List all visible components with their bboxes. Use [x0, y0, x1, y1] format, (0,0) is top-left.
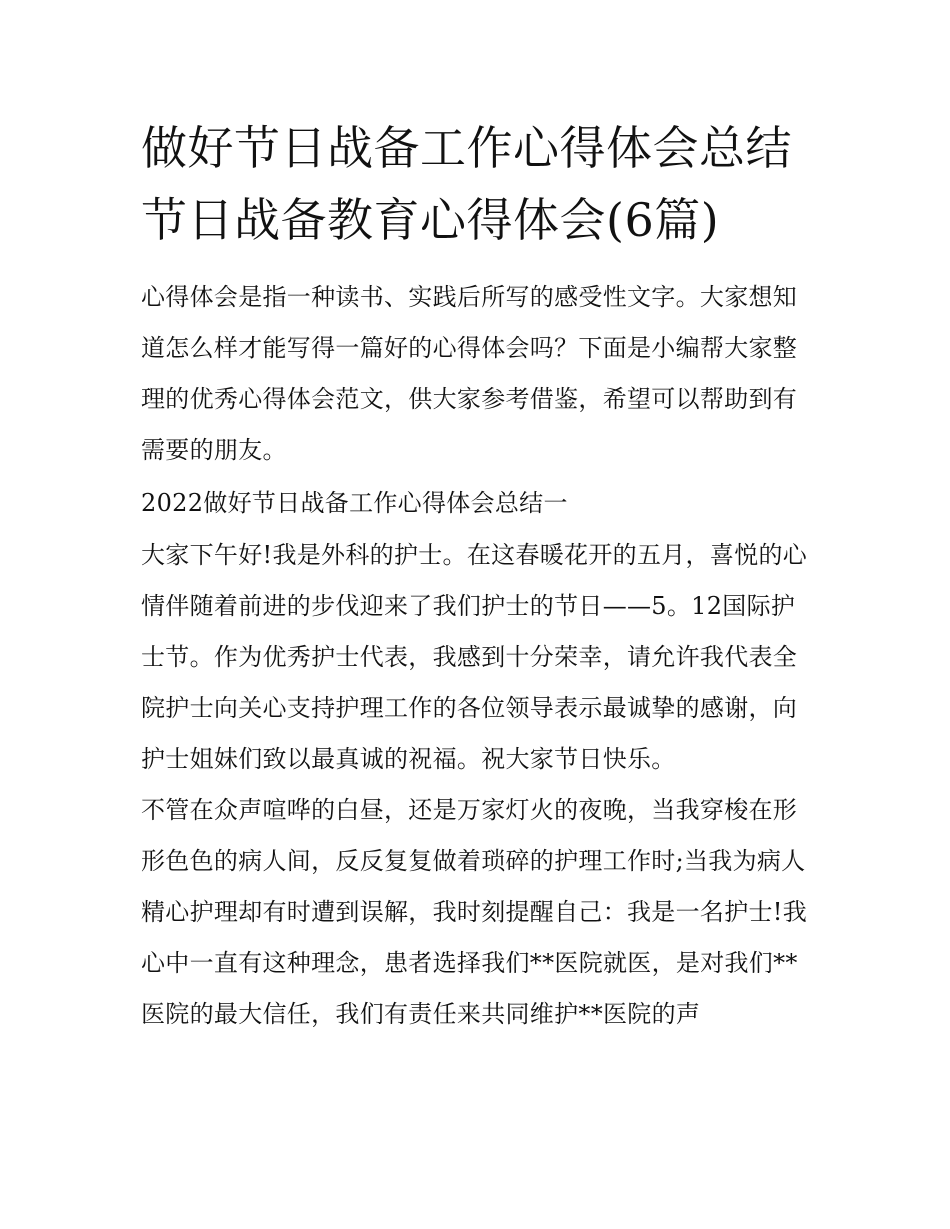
- document-title: 做好节日战备工作心得体会总结 节日战备教育心得体会(6篇): [141, 121, 792, 247]
- intro-paragraph: 心得体会是指一种读书、实践后所写的感受性文字。大家想知道怎么样才能写得一篇好的心得体会吗？下面是小编帮大家整理的优秀心得体会范文，供大家参考借鉴，希望可以帮助到有需要的朋友。: [141, 283, 798, 464]
- document-body: [141, 272, 816, 1040]
- document-page: [141, 112, 816, 1040]
- section-heading: 2022做好节日战备工作心得体会总结一: [141, 489, 568, 517]
- body-paragraph: 大家下午好!我是外科的护士。在这春暖花开的五月，喜悦的心情伴随着前进的步伐迎来了我们护士的节日——5。12国际护士节。作为优秀护士代表，我感到十分荣幸，请允许我代表全院护士向关心支持护理工作的各位领导表示最诚挚的感谢，向护士姐妹们致以最真诚的祝福。祝大家节日快乐。: [141, 541, 808, 773]
- body-paragraph: 不管在众声喧哗的白昼，还是万家灯火的夜晚，当我穿梭在形形色色的病人间，反反复复做着琐碎的护理工作时;当我为病人精心护理却有时遭到误解，我时刻提醒自己：我是一名护士!我心中一直有这种理念，患者选择我们**医院就医，是对我们**医院的最大信任，我们有责任来共同维护**医院的声: [141, 796, 808, 1028]
